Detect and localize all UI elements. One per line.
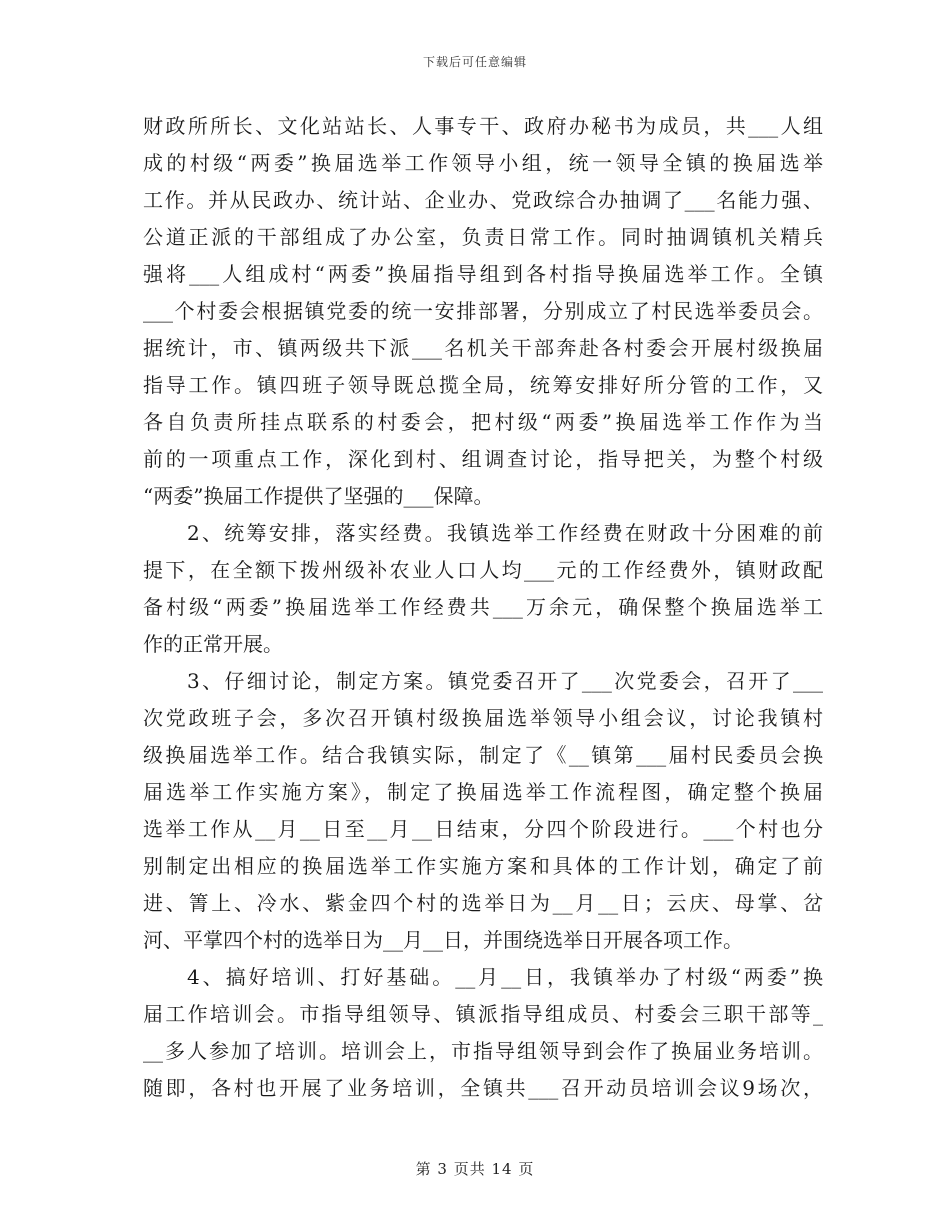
text-line: 各自负责所挂点联系的村委会，把村级“两委”换届选举工作作为当 bbox=[143, 410, 823, 434]
page-footer: 第 3 页共 14 页 bbox=[415, 1160, 535, 1178]
document-body bbox=[143, 108, 823, 1107]
text-line: 提下，在全额下拨州级补农业人口人均___元的工作经费外，镇财政配 bbox=[143, 558, 823, 582]
text-line: 工作。并从民政办、统计站、企业办、党政综合办抽调了___名能力强、 bbox=[143, 188, 823, 212]
text-line: 2、统筹安排，落实经费。我镇选举工作经费在财政十分困难的前 bbox=[187, 521, 823, 545]
text-line: 随即，各村也开展了业务培训，全镇共___召开动员培训会议9场次， bbox=[143, 1076, 823, 1100]
paragraph-3 bbox=[143, 663, 823, 959]
text-line: 河、平掌四个村的选举日为__月__日，并围绕选举日开展各项工作。 bbox=[143, 928, 743, 952]
text-line: 3、仔细讨论，制定方案。镇党委召开了___次党委会，召开了___ bbox=[187, 669, 823, 693]
text-line: ___个村委会根据镇党委的统一安排部署，分别成立了村民选举委员会。 bbox=[143, 299, 823, 323]
text-line: 据统计，市、镇两级共下派___名机关干部奔赴各村委会开展村级换届 bbox=[143, 336, 823, 360]
text-line: 4、搞好培训、打好基础。__月__日，我镇举办了村级“两委”换 bbox=[187, 965, 823, 989]
text-line: 前的一项重点工作，深化到村、组调查讨论，指导把关，为整个村级 bbox=[143, 447, 823, 471]
text-line: 选举工作从__月__日至__月__日结束，分四个阶段进行。___个村也分 bbox=[143, 817, 823, 841]
text-line: __多人参加了培训。培训会上，市指导组领导到会作了换届业务培训。 bbox=[143, 1039, 823, 1063]
paragraph-1 bbox=[143, 108, 823, 515]
text-line: “两委”换届工作提供了坚强的___保障。 bbox=[143, 484, 494, 508]
text-line: 备村级“两委”换届选举工作经费共___万余元，确保整个换届选举工 bbox=[143, 595, 823, 619]
text-line: 强将___人组成村“两委”换届指导组到各村指导换届选举工作。全镇 bbox=[143, 262, 823, 286]
text-line: 公道正派的干部组成了办公室，负责日常工作。同时抽调镇机关精兵 bbox=[143, 225, 823, 249]
text-line: 财政所所长、文化站站长、人事专干、政府办秘书为成员，共___人组 bbox=[143, 114, 823, 138]
paragraph-4 bbox=[143, 959, 823, 1107]
text-line: 作的正常开展。 bbox=[143, 632, 283, 656]
text-line: 指导工作。镇四班子领导既总揽全局，统筹安排好所分管的工作，又 bbox=[143, 373, 823, 397]
text-line: 届选举工作实施方案》，制定了换届选举工作流程图，确定整个换届 bbox=[143, 780, 823, 804]
text-line: 别制定出相应的换届选举工作实施方案和具体的工作计划，确定了前 bbox=[143, 854, 823, 878]
page-header: 下载后可任意编辑 bbox=[422, 55, 527, 69]
text-line: 级换届选举工作。结合我镇实际，制定了《__镇第___届村民委员会换 bbox=[143, 743, 823, 767]
text-line: 进、箐上、冷水、紫金四个村的选举日为__月__日；云庆、母掌、岔 bbox=[143, 891, 823, 915]
paragraph-2 bbox=[143, 515, 823, 663]
text-line: 届工作培训会。市指导组领导、镇派指导组成员、村委会三职干部等_ bbox=[143, 1002, 823, 1026]
text-line: 次党政班子会，多次召开镇村级换届选举领导小组会议，讨论我镇村 bbox=[143, 706, 823, 730]
text-line: 成的村级“两委”换届选举工作领导小组，统一领导全镇的换届选举 bbox=[143, 151, 823, 175]
